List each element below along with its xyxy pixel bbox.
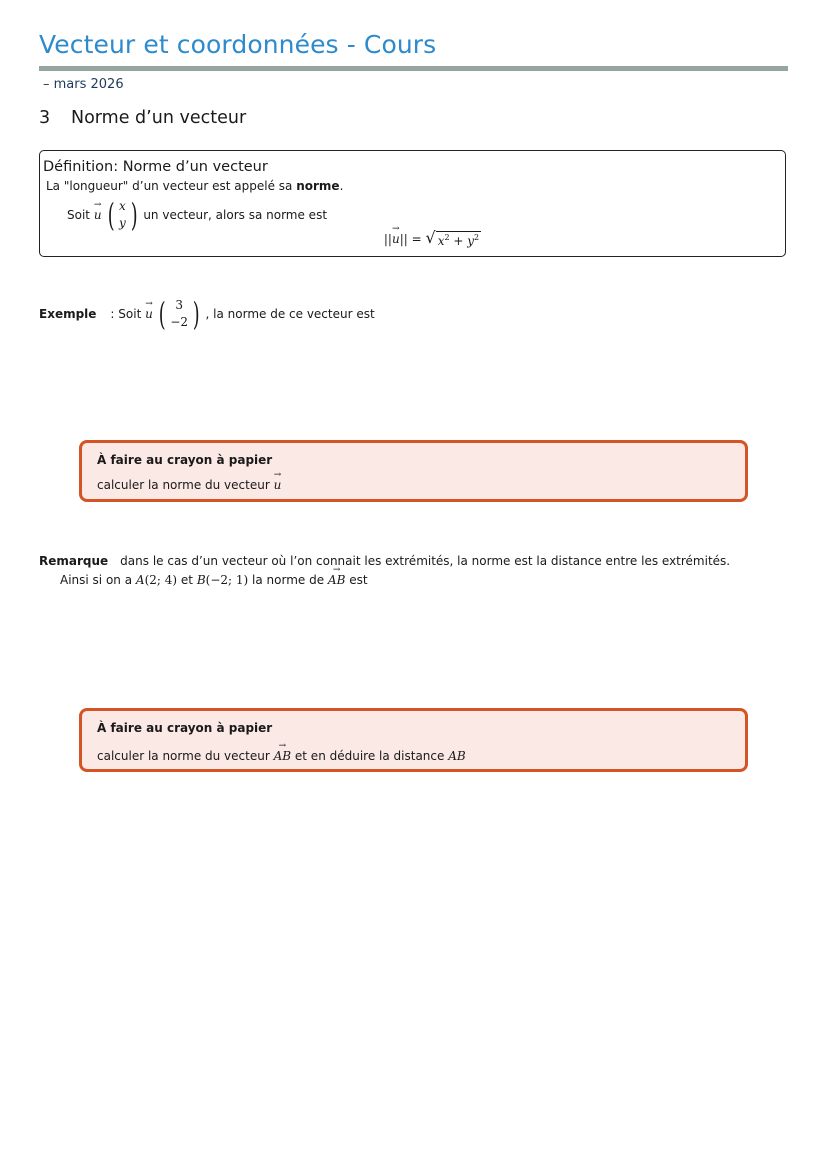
example-coord-x: 3 [175,298,183,312]
remark-and: et [180,573,193,587]
definition-vector-text: un vecteur, alors sa norme est [143,208,328,222]
remark-text: dans le cas d’un vecteur où l’on connait les extrémités, la norme est la distance entre les extrémités. [120,554,731,568]
formula-vector-u: → u [392,232,400,246]
pencil-task-box [79,708,748,772]
section-number: 3 [39,108,51,128]
remark-vector-ab: → AB [328,573,345,587]
vector-u: → u [94,208,102,222]
task-instruction: calculer la norme du vecteur [97,478,270,492]
definition-soit: Soit [67,208,90,222]
norm-bars-left: || [383,232,392,246]
coord-y: y [119,216,126,230]
definition-title: Définition: Norme d’un vecteur [43,159,268,175]
task-distance-ab: AB [448,749,466,763]
definition-line [46,179,343,193]
coordinate-column: ( x y ) [107,196,138,234]
coord-x: x [119,199,126,213]
norm-formula [40,228,785,248]
point-b-coords: (−2; 1) [205,573,249,587]
document-title: Vecteur et coordonnées - Cours [39,30,437,59]
remark-paragraph [39,554,730,568]
point-b: B [196,573,206,587]
definition-text: La "longueur" d’un vecteur est appelé sa [46,179,297,193]
example-vector-u: → u [145,307,153,321]
remark-prefix: Ainsi si on a [60,573,133,587]
example-coordinate-column: ( 3 −2 ) [158,295,200,333]
definition-box [39,150,786,257]
sqrt-plus: + [449,234,468,248]
example-prefix: : Soit [110,307,142,321]
remark-example-line [60,573,368,587]
definition-vector-line [67,198,327,232]
document-date: – mars 2026 [43,77,124,92]
example-suffix: , la norme de ce vecteur est [205,307,375,321]
section-title: Norme d’un vecteur [71,108,247,128]
task-title: À faire au crayon à papier [97,721,273,735]
task-text [97,478,281,492]
task-text [97,749,466,763]
remark-mid: la norme de [252,573,325,587]
task-vector-u: → u [274,478,282,492]
remark-suffix: est [349,573,368,587]
point-a-coords: (2; 4) [144,573,178,587]
section-heading [39,108,246,128]
example-label: Exemple [39,307,97,321]
example-paragraph [39,297,375,331]
example-coord-y: −2 [170,315,189,329]
point-a: A [135,573,145,587]
sqrt-y: y [467,234,475,248]
title-rule [39,66,788,71]
task-instruction-end: et en déduire la distance [294,749,445,763]
sqrt-x: x [437,234,445,248]
norm-bars-right: || = [399,232,422,246]
remark-label: Remarque [39,554,109,568]
sqrt-exp-x: 2 [444,233,450,242]
square-root: √ $x^2 + y^2$ [425,228,480,248]
task-instruction: calculer la norme du vecteur [97,749,270,763]
definition-term: norme [296,179,340,193]
pencil-task-box [79,440,748,502]
definition-punct: . [339,179,344,193]
task-vector-ab: → AB [274,749,291,763]
sqrt-exp-y: 2 [474,233,480,242]
task-title: À faire au crayon à papier [97,453,273,467]
